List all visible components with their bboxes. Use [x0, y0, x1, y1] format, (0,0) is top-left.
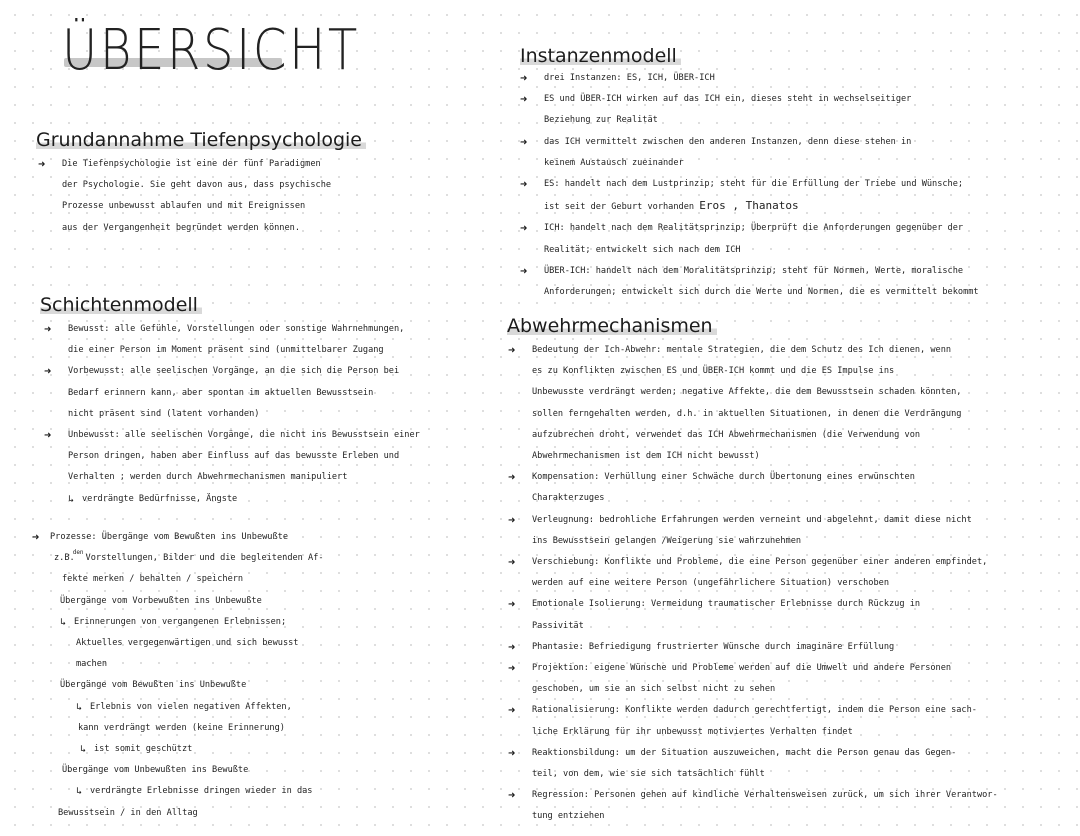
text-line: ES: handelt nach dem Lustprinzip; steht für die Erfüllung der Triebe und Wünsche; [544, 179, 964, 190]
text-line: Abwehrmechanismen ist dem ICH nicht bewusst) [532, 451, 760, 462]
text-line: Anforderungen; entwickelt sich durch die Werte und Normen, die es vermittelt bekommt [544, 287, 979, 298]
text-line: fekte merken / behalten / speichern [62, 574, 244, 585]
text-line: das ICH vermittelt zwischen den anderen Instanzen, denn diese stehen in [544, 136, 912, 147]
text-line: Projektion: eigene Wünsche und Probleme werden auf die Umwelt und andere Personen [532, 663, 952, 674]
arrow-icon: ➜ [508, 661, 516, 676]
text-line: verdrängte Bedürfnisse, Ängste [82, 493, 238, 504]
arrow-icon: ➜ [508, 745, 516, 760]
text-line: geschoben, um sie an sich selbst nicht zu sehen [532, 684, 776, 695]
text-line: aufzubrechen droht, verwendet das ICH Abwehrmechanismen (die Verwendung von [532, 429, 921, 440]
arrow-icon: ➜ [520, 92, 528, 107]
text-line: Die Tiefenpsychologie ist eine der fünf Paradigmen [62, 159, 321, 169]
text-line: Unbewusst: alle seelischen Vorgänge, die nicht ins Bewusstsein einer [68, 430, 420, 441]
bullet-es-ueberich [520, 89, 1065, 131]
superscript-note: den [72, 549, 84, 557]
arrow-icon: ➜ [32, 530, 40, 544]
text-line: Beziehung zur Realität [544, 115, 658, 126]
text-line: Passivität [532, 620, 584, 631]
text-line: Bedeutung der Ich-Abwehr: mentale Strategien, die dem Schutz des Ich dienen, wenn [532, 345, 952, 355]
text-line: machen [76, 659, 108, 670]
arrow-icon: ➜ [508, 597, 516, 612]
text-line: keinem Austausch zueinander [544, 157, 684, 168]
arrow-icon: ➜ [38, 157, 46, 171]
grundannahme-section [38, 154, 438, 239]
text-line: Verleugnung: bedrohliche Erfahrungen werden verneint und abgelehnt, damit diese nicht [532, 514, 972, 525]
abwehrmechanismen-section [508, 340, 1068, 828]
bullet-emotionale-isolierung [508, 594, 1068, 636]
bullet-projektion [508, 658, 1068, 700]
heading-schichtenmodell: Schichtenmodell [40, 293, 202, 317]
text-line: Aktuelles vergegenwärtigen und sich bewusst [76, 638, 299, 649]
sub-bullet [76, 781, 462, 802]
bullet-reaktionsbildung [508, 743, 1068, 785]
text-line: liche Erklärung für ihr unbewusst motiviertes Verhalten findet [532, 726, 853, 737]
bullet-phantasie [508, 637, 1068, 658]
arrow-icon: ➜ [44, 364, 52, 379]
text-line: Charakterzuges [532, 493, 605, 504]
sub-arrow-icon: ↳ [80, 744, 87, 756]
heading-grundannahme: Grundannahme Tiefenpsychologie [36, 128, 366, 152]
bullet-ich [520, 218, 1065, 260]
zb-label: z.B. [54, 553, 75, 564]
arrow-icon: ➜ [44, 322, 52, 336]
sub-arrow-icon: ↳ [60, 616, 67, 628]
text-line: Vorbewusst: alle seelischen Vorgänge, an die sich die Person bei [68, 366, 400, 377]
bullet-ueberich [520, 261, 1065, 303]
arrow-icon: ➜ [520, 177, 528, 192]
arrow-icon: ➜ [520, 71, 528, 85]
text-line: Prozesse unbewusst ablaufen und mit Ereignissen [62, 201, 306, 212]
text-line: Übergänge vom Unbewußten ins Bewußte [62, 765, 249, 776]
text-line: Regression: Personen gehen auf kindliche Verhaltensweisen zurück, um sich ihrer Verantwor- [532, 790, 998, 801]
arrow-icon: ➜ [508, 470, 516, 485]
text-line: aus der Vergangenheit begründet werden können. [62, 222, 300, 233]
text-line: ÜBER-ICH: handelt nach dem Moralitätsprinzip; steht für Normen, Werte, moralische [544, 265, 964, 276]
bullet-verleugnung [508, 510, 1068, 552]
text-line: die einer Person im Moment präsent sind (unmittelbarer Zugang [68, 345, 384, 356]
text-line: Übergänge vom Bewußten ins Unbewußte [60, 680, 247, 691]
text-line: Realität; entwickelt sich nach dem ICH [544, 244, 741, 255]
text-line: drei Instanzen: ES, ICH, ÜBER-ICH [544, 73, 715, 83]
text-line: Reaktionsbildung: um der Situation auszuweichen, macht die Person genau das Gegen- [532, 747, 957, 758]
text-line: Bewusst: alle Gefühle, Vorstellungen oder sonstige Wahrnehmungen, [68, 324, 405, 334]
text-line: werden auf eine weitere Person (ungefährlichere Situation) verschoben [532, 578, 889, 589]
text-line: ins Bewusstsein gelangen /Weigerung sie wahrzunehmen [532, 535, 802, 546]
sub-arrow-icon: ↳ [76, 701, 83, 713]
text-line: Kompensation: Verhüllung einer Schwäche durch Übertonung eines erwünschten [532, 472, 915, 483]
text-line: Bedarf erinnern kann, aber spontan im aktuellen Bewusstsein [68, 387, 374, 398]
text-line: Phantasie: Befriedigung frustrierter Wünsche durch imaginäre Erfüllung [532, 641, 895, 652]
bullet-regression [508, 785, 1068, 827]
text-line [544, 195, 1065, 218]
text-line: kann verdrängt werden (keine Erinnerung) [78, 722, 285, 733]
bullet-unbewusst [44, 425, 464, 510]
arrow-icon: ➜ [520, 134, 528, 149]
text-line: Erlebnis von vielen negativen Affekten, [90, 701, 292, 712]
bullet-vorbewusst [44, 361, 464, 425]
text-line: Person dringen, haben aber Einfluss auf das bewusste Erleben und [68, 451, 400, 462]
heading-instanzenmodell: Instanzenmodell [520, 44, 681, 68]
arrow-icon: ➜ [508, 639, 516, 654]
bullet-ich-vermittelt [520, 132, 1065, 174]
sub-bullet [60, 612, 462, 633]
text-line: nicht präsent sind (latent vorhanden) [68, 408, 260, 419]
text-fragment: Vorstellungen, Bilder und die begleitenden Af- [85, 553, 324, 564]
arrow-icon: ➜ [520, 221, 528, 236]
sub-arrow-icon: ↳ [76, 786, 83, 798]
bullet-bedeutung [508, 340, 1068, 467]
bullet-instanzen [520, 68, 1065, 89]
schichtenmodell-section [44, 319, 464, 510]
text-line: Verhalten ; werden durch Abwehrmechanismen manipuliert [68, 472, 348, 483]
text-line: es zu Konflikten zwischen ES und ÜBER-ICH kommt und die ES Impulse ins [532, 366, 895, 377]
text-line: ICH: handelt nach dem Realitätsprinzip; Überprüft die Anforderungen gegenüber der [544, 223, 964, 234]
instanzenmodell-section [520, 68, 1065, 303]
bullet-rationalisierung [508, 700, 1068, 742]
arrow-icon: ➜ [508, 555, 516, 570]
text-line: Prozesse: Übergänge vom Bewußten ins Unbewußte [50, 532, 288, 542]
arrow-icon: ➜ [508, 703, 516, 718]
text-line: verdrängte Erlebnisse dringen wieder in das [90, 786, 313, 797]
text-line: Rationalisierung: Konflikte werden dadurch gerechtfertigt, indem die Person eine sach- [532, 705, 977, 716]
arrow-icon: ➜ [508, 788, 516, 803]
prozesse-bullet [32, 527, 462, 548]
sub-bullet [68, 489, 464, 510]
arrow-icon: ➜ [508, 343, 516, 357]
text-line: ist somit geschützt [94, 744, 193, 755]
bullet-bewusst [44, 319, 464, 361]
bullet-es [520, 174, 1065, 218]
text-line: Bewusstsein / in den Alltag [58, 807, 198, 818]
eros-thanatos: Eros , Thanatos [699, 199, 799, 213]
text-line: teil, von dem, wie sie sich tatsächlich fühlt [532, 769, 765, 780]
text-line: Übergänge vom Vorbewußten ins Unbewußte [60, 595, 262, 606]
text-line: ES und ÜBER-ICH wirken auf das ICH ein, dieses steht in wechselseitiger [544, 94, 912, 105]
text-line: sollen ferngehalten werden, d.h. in aktuellen Situationen, in denen die Verdrängung [532, 408, 962, 419]
text-line: Verschiebung: Konflikte und Probleme, die eine Person gegenüber einer anderen empfindet, [532, 557, 988, 568]
bullet-kompensation [508, 467, 1068, 509]
grundannahme-bullet [38, 154, 438, 239]
text-line: Emotionale Isolierung: Vermeidung traumatischer Erlebnisse durch Rückzug in [532, 599, 921, 610]
prozesse-section [32, 527, 462, 824]
sub-bullet [76, 697, 462, 718]
heading-abwehrmechanismen: Abwehrmechanismen [507, 314, 717, 338]
arrow-icon: ➜ [508, 512, 516, 527]
text-line: tung entziehen [532, 811, 605, 822]
text-line: Erinnerungen von vergangenen Erlebnissen; [74, 616, 287, 627]
text-fragment: ist seit der Geburt vorhanden [544, 202, 695, 213]
arrow-icon: ➜ [44, 428, 52, 443]
text-line [32, 548, 462, 569]
page-title: ÜBERSICHT [62, 18, 360, 83]
text-line: Unbewusste verdrängt werden; negative Affekte, die dem Bewusstsein schaden könnten, [532, 387, 962, 398]
text-line: der Psychologie. Sie geht davon aus, dass psychische [62, 180, 332, 191]
sub-arrow-icon: ↳ [68, 493, 75, 505]
arrow-icon: ➜ [520, 263, 528, 278]
bullet-verschiebung [508, 552, 1068, 594]
sub-bullet [80, 739, 462, 760]
